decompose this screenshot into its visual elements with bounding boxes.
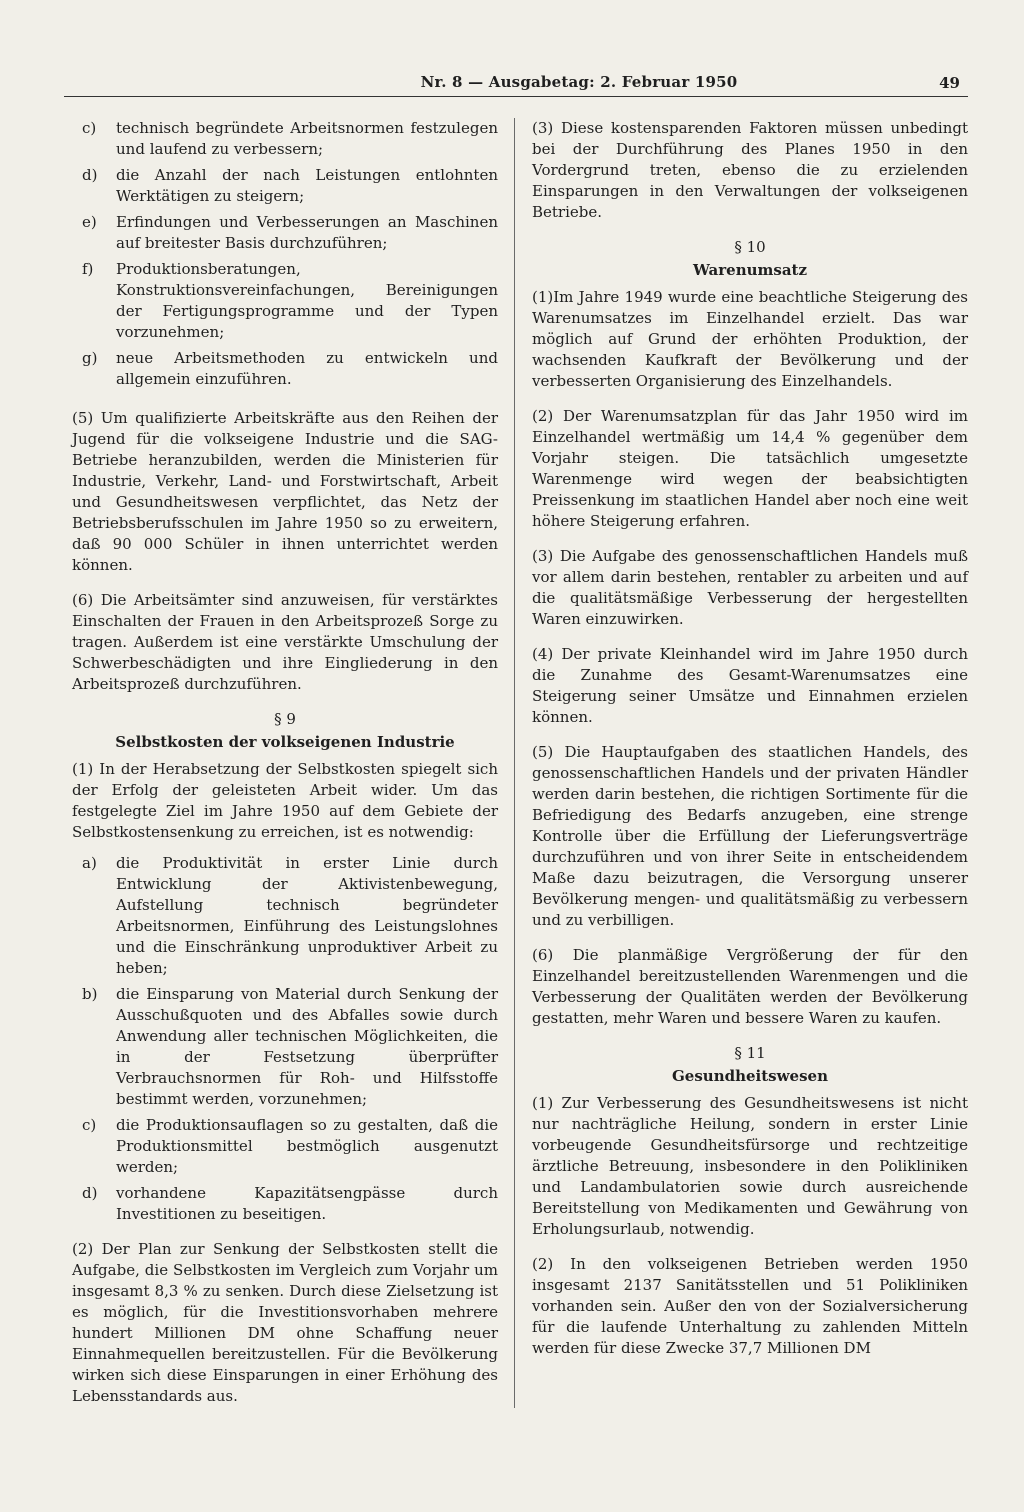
section-number: § 10: [734, 238, 766, 256]
issue-line: Nr. 8 — Ausgabetag: 2. Februar 1950: [420, 73, 738, 91]
section-heading: Selbstkosten der volkseigenen Industrie: [115, 733, 455, 751]
list-item: b) die Einsparung von Material durch Senkung der Ausschußquoten und des Abfalles sowie durch Anwendung aller technischen Möglichkeiten, die in der Festsetzung überprüfter Verbrauchsnormen für Roh- und Hilfsstoffe bestimmt werden, vorzunehmen;: [82, 985, 498, 1108]
column-divider: [514, 118, 515, 1408]
list-item: c) die Produktionsauflagen so zu gestalten, daß die Produktionsmittel bestmöglich ausgenutzt werden;: [82, 1116, 498, 1176]
paragraph: (6) Die planmäßige Vergrößerung der für den Einzelhandel bereitzustellenden Warenmengen und die Verbesserung der Qualitäten werden der Bevölkerung gestatten, mehr Waren und bessere Waren zu kaufen.: [532, 946, 968, 1027]
list-item: d) vorhandene Kapazitätsengpässe durch Investitionen zu beseitigen.: [82, 1184, 498, 1223]
paragraph: (5) Um qualifizierte Arbeitskräfte aus den Reihen der Jugend für die volkseigene Industrie und die SAG-Betriebe heranzubilden, werden die Ministerien für Industrie, Verkehr, Land- und Forstwirtschaft, Arbeit und Gesundheitswesen verpflichtet, das Netz der Betriebsberufsschulen im Jahre 1950 so zu erweitern, daß 90 000 Schüler in ihnen unterrichtet werden können.: [72, 409, 498, 574]
section-number: § 11: [734, 1044, 766, 1062]
paragraph: (4) Der private Kleinhandel wird im Jahre 1950 durch die Zunahme des Gesamt-Warenumsatzes eine Steigerung seiner Umsätze und Einnahmen erzielen können.: [532, 645, 968, 726]
paragraph: (5) Die Hauptaufgaben des staatlichen Handels, des genossenschaftlichen Handels und der privaten Händler werden darin bestehen, die richtigen Sortimente für die Befriedigung des Bedarfs anzugeben, eine strenge Kontrolle über die Erfüllung der Lieferungsverträge durchzuführen und von ihrer Seite in entscheidendem Maße dazu beizutragen, die Versorgung unserer Bevölkerung mengen- und qualitätsmäßig zu verbessern und zu verbilligen.: [532, 743, 968, 929]
paragraph: (1) Zur Verbesserung des Gesundheitswesens ist nicht nur nachträgliche Heilung, sondern in erster Linie vorbeugende Gesundheitsfürsorge und rechtzeitige ärztliche Betreuung, insbesondere in den Polikliniken und Landambulatorien sowie durch ausreichende Bereitstellung von Medikamenten und Gewährung von Erholungsurlaub, notwendig.: [532, 1094, 968, 1238]
right-column: [532, 118, 968, 1373]
list-item: g) neue Arbeitsmethoden zu entwickeln und allgemein einzuführen.: [82, 349, 498, 388]
section-number: § 9: [274, 710, 296, 728]
list-item: d) die Anzahl der nach Leistungen entlohnten Werktätigen zu steigern;: [82, 166, 498, 205]
list-item: a) die Produktivität in erster Linie durch Entwicklung der Aktivistenbewegung, Aufstellung technisch begründeter Arbeitsnormen, Einführung des Leistungslohnes und die Einschränkung unproduktiver Arbeit zu heben;: [82, 854, 498, 977]
paragraph: (2) Der Warenumsatzplan für das Jahr 1950 wird im Einzelhandel wertmäßig um 14,4 % gegenüber dem Vorjahr steigen. Die tatsächlich umgesetzte Warenmenge wird wegen der beabsichtigten Preissenkung im staatlichen Handel aber noch eine weit höhere Steigerung erfahren.: [532, 407, 968, 530]
left-column: [72, 118, 498, 1421]
paragraph: (1)Im Jahre 1949 wurde eine beachtliche Steigerung des Warenumsatzes im Einzelhandel erzielt. Das war möglich auf Grund der erhöhten Produktion, der wachsenden Kaufkraft der Bevölkerung und der verbesserten Organisierung des Einzelhandels.: [532, 288, 968, 390]
paragraph: (3) Die Aufgabe des genossenschaftlichen Handels muß vor allem darin bestehen, rentabler zu arbeiten und auf die qualitätsmäßige Verbesserung der hergestellten Waren einzuwirken.: [532, 547, 968, 628]
paragraph: (6) Die Arbeitsämter sind anzuweisen, für verstärktes Einschalten der Frauen in den Arbeitsprozeß Sorge zu tragen. Außerdem ist eine verstärkte Umschulung der Schwerbeschädigten und ihre Eingliederung in den Arbeitsprozeß durchzuführen.: [72, 591, 498, 693]
section-heading: Warenumsatz: [692, 261, 807, 279]
list-item: c) technisch begründete Arbeitsnormen festzulegen und laufend zu verbessern;: [82, 119, 498, 158]
paragraph: (2) Der Plan zur Senkung der Selbstkosten stellt die Aufgabe, die Selbstkosten im Vergleich zum Vorjahr um insgesamt 8,3 % zu senken. Durch diese Zielsetzung ist es möglich, für die Investitionsvorhaben mehrere hundert Millionen DM ohne Schaffung neuer Einnahmequellen bereitzustellen. Für die Bevölkerung wirken sich diese Einsparungen in einer Erhöhung des Lebensstandards aus.: [72, 1240, 498, 1405]
paragraph: (2) In den volkseigenen Betrieben werden 1950 insgesamt 2137 Sanitätsstellen und 51 Polikliniken vorhanden sein. Außer den von der Sozialversicherung für die laufende Unterhaltung zu zahlenden Mitteln werden für diese Zwecke 37,7 Millionen DM: [532, 1255, 968, 1357]
page-number: 49: [939, 74, 960, 92]
page-header: [64, 72, 968, 97]
list-item: e) Erfindungen und Verbesserungen an Maschinen auf breitester Basis durchzuführen;: [82, 213, 498, 252]
paragraph: (3) Diese kostensparenden Faktoren müssen unbedingt bei der Durchführung des Planes 1950 in den Vordergrund treten, ebenso die zu erzielenden Einsparungen in den Verwaltungen der volkseigenen Betriebe.: [532, 119, 968, 221]
section-heading: Gesundheitswesen: [672, 1067, 828, 1085]
paragraph: (1) In der Herabsetzung der Selbstkosten spiegelt sich der Erfolg der geleisteten Arbeit wider. Um das festgelegte Ziel im Jahre 1950 auf dem Gebiete der Selbstkostensenkung zu erreichen, ist es notwendig:: [72, 760, 498, 841]
list-item: f) Produktionsberatungen, Konstruktionsvereinfachungen, Bereinigungen der Fertigungsprogramme und der Typen vorzunehmen;: [82, 260, 498, 341]
